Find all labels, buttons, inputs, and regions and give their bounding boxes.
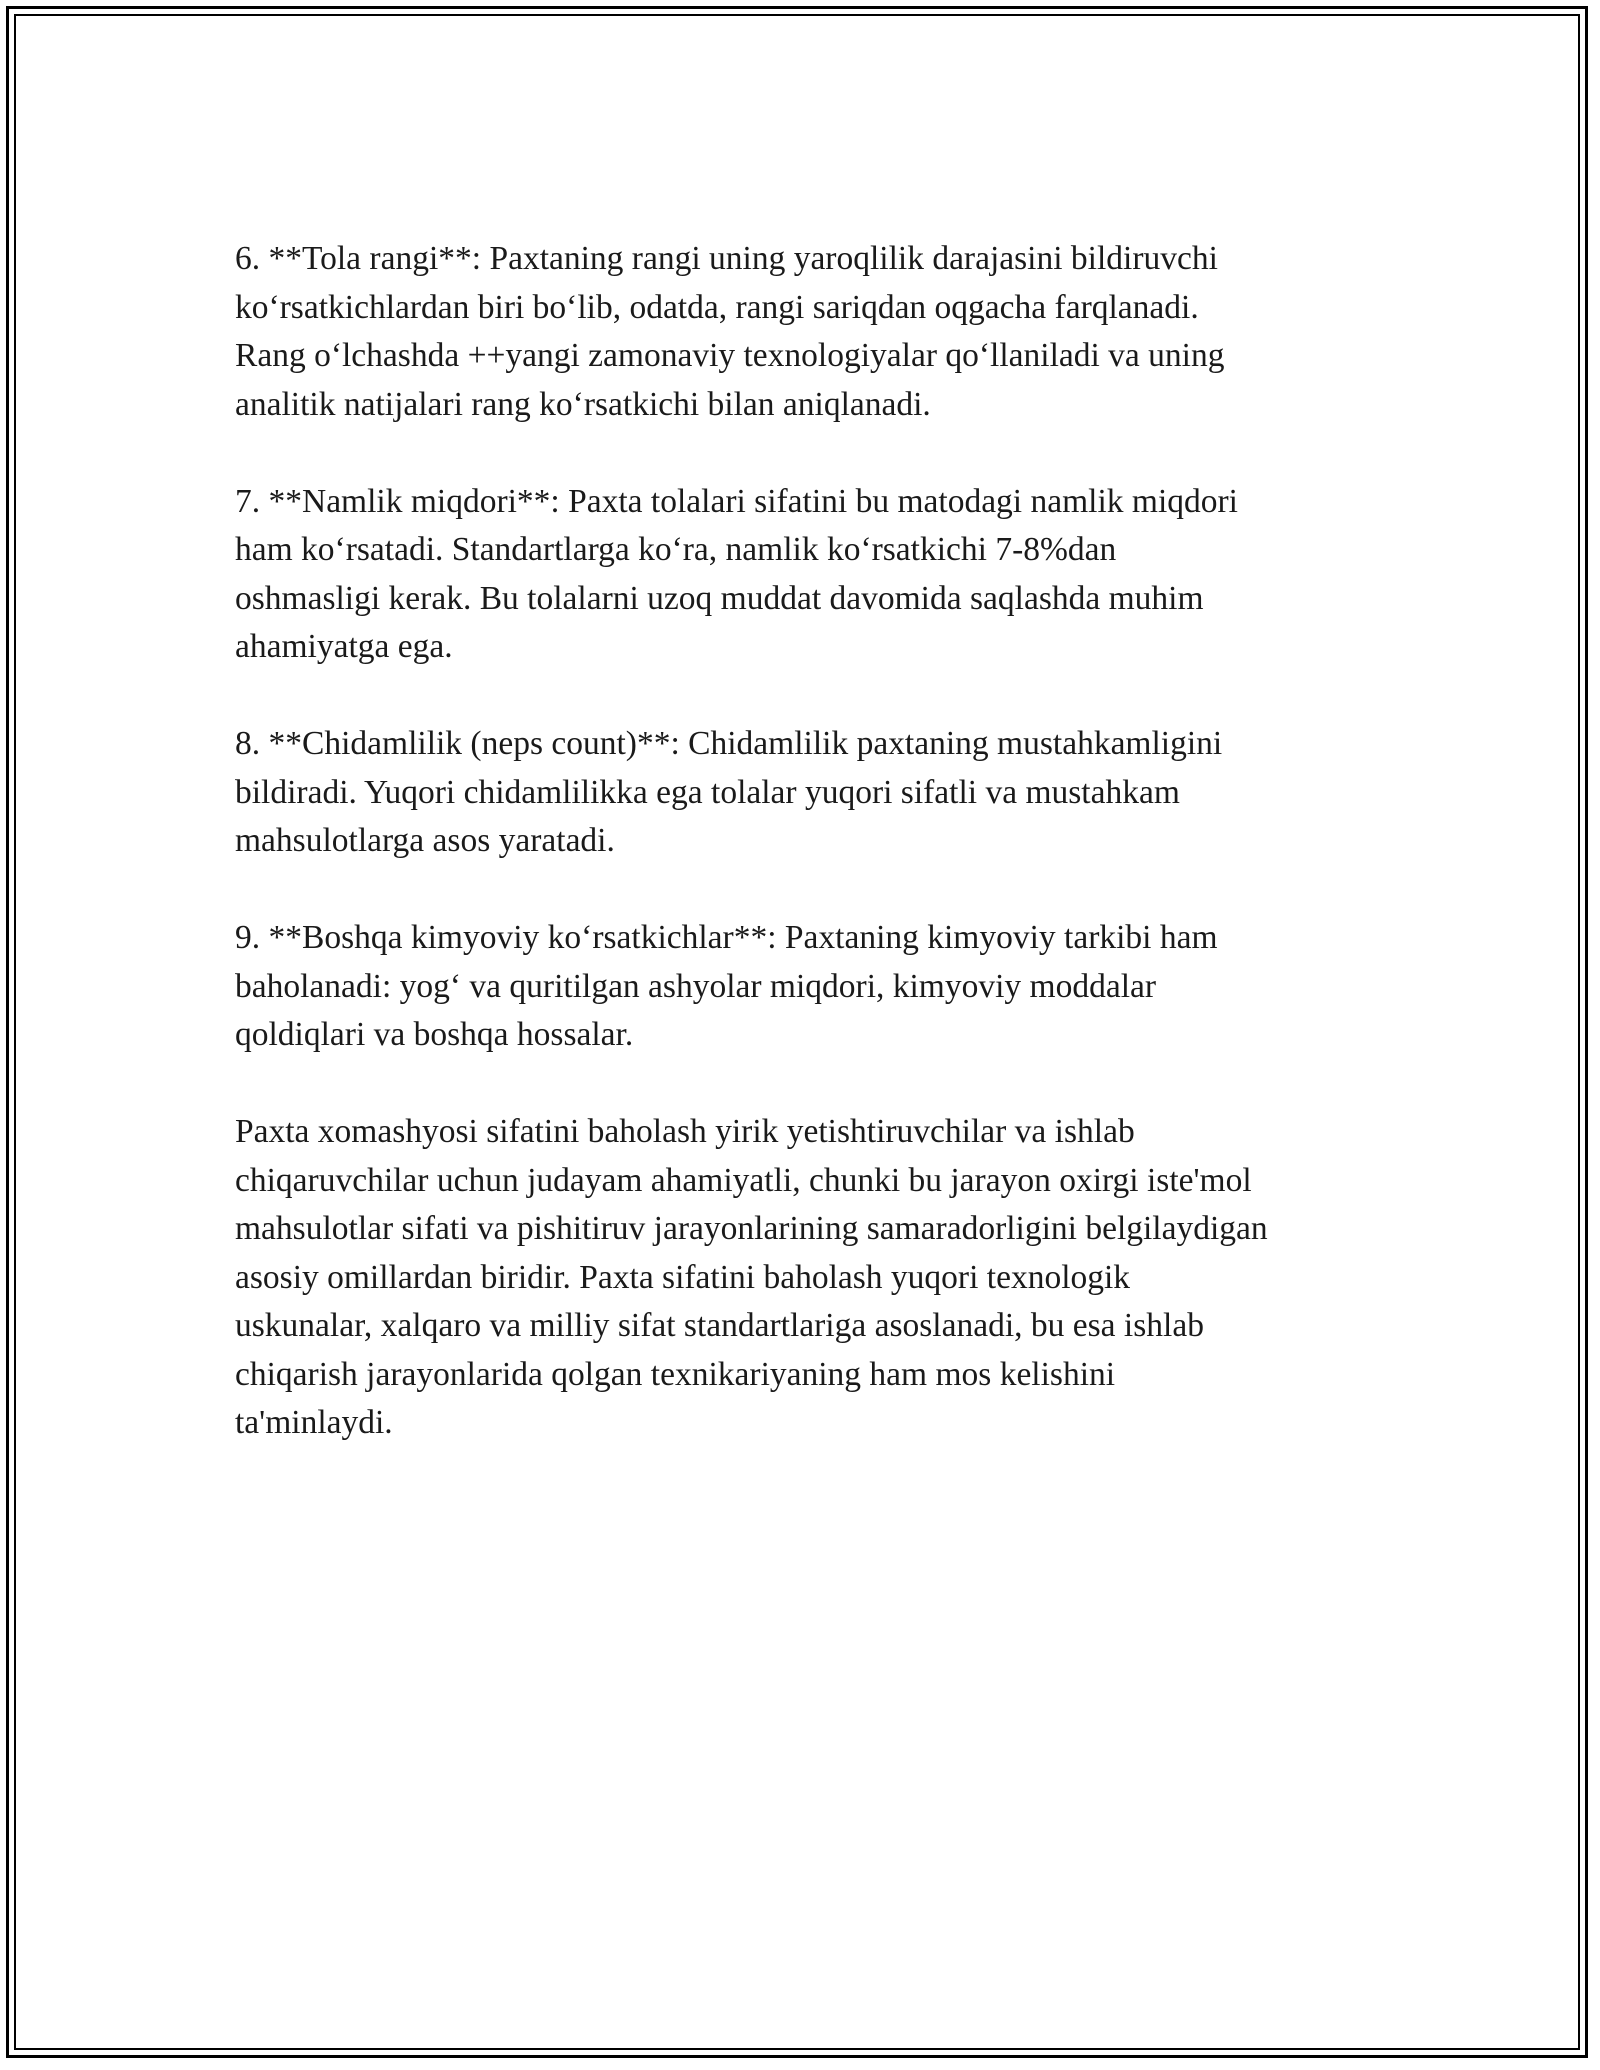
paragraph-tola-rangi: 6. **Tola rangi**: Paxtaning rangi uning yaroqlilik darajasini bildiruvchi ko‘rsatkichlardan biri bo‘lib, odatda, rangi sariqdan oqgacha farqlanadi. Rang o‘lchashda ++yangi zamonaviy texnologiyalar qo‘llaniladi va uning analitik natijalari rang ko‘rsatkichi bilan aniqlanadi. [235, 240, 1225, 423]
paragraph-namlik-miqdori: 7. **Namlik miqdori**: Paxta tolalari sifatini bu matodagi namlik miqdori ham ko‘rsatadi. Standartlarga ko‘ra, namlik ko‘rsatkichi 7-8%dan oshmasligi kerak. Bu tolalarni uzoq muddat davomida saqlashda muhim ahamiyatga ega. [235, 482, 1238, 665]
paragraph-chidamlilik: 8. **Chidamlilik (neps count)**: Chidamlilik paxtaning mustahkamligini bildiradi. Yuqori chidamlilikka ega tolalar yuqori sifatli va mustahkam mahsulotlarga asos yaratadi. [235, 725, 1223, 859]
paragraph-kimyoviy-korsatkichlar: 9. **Boshqa kimyoviy ko‘rsatkichlar**: Paxtaning kimyoviy tarkibi ham baholanadi: yog‘ va quritilgan ashyolar miqdori, kimyoviy moddalar qoldiqlari va boshqa hossalar. [235, 919, 1218, 1053]
document-body [235, 235, 1395, 1496]
paragraph-conclusion: Paxta xomashyosi sifatini baholash yirik yetishtiruvchilar va ishlab chiqaruvchilar uchun judayam ahamiyatli, chunki bu jarayon oxirgi iste'mol mahsulotlar sifati va pishitiruv jarayonlarining samaradorligini belgilaydigan asosiy omillardan biridir. Paxta sifatini baholash yuqori texnologik uskunalar, xalqaro va milliy sifat standartlariga asoslanadi, bu esa ishlab chiqarish jarayonlarida qolgan texnikariyaning ham mos kelishini ta'minlaydi. [235, 1113, 1268, 1441]
